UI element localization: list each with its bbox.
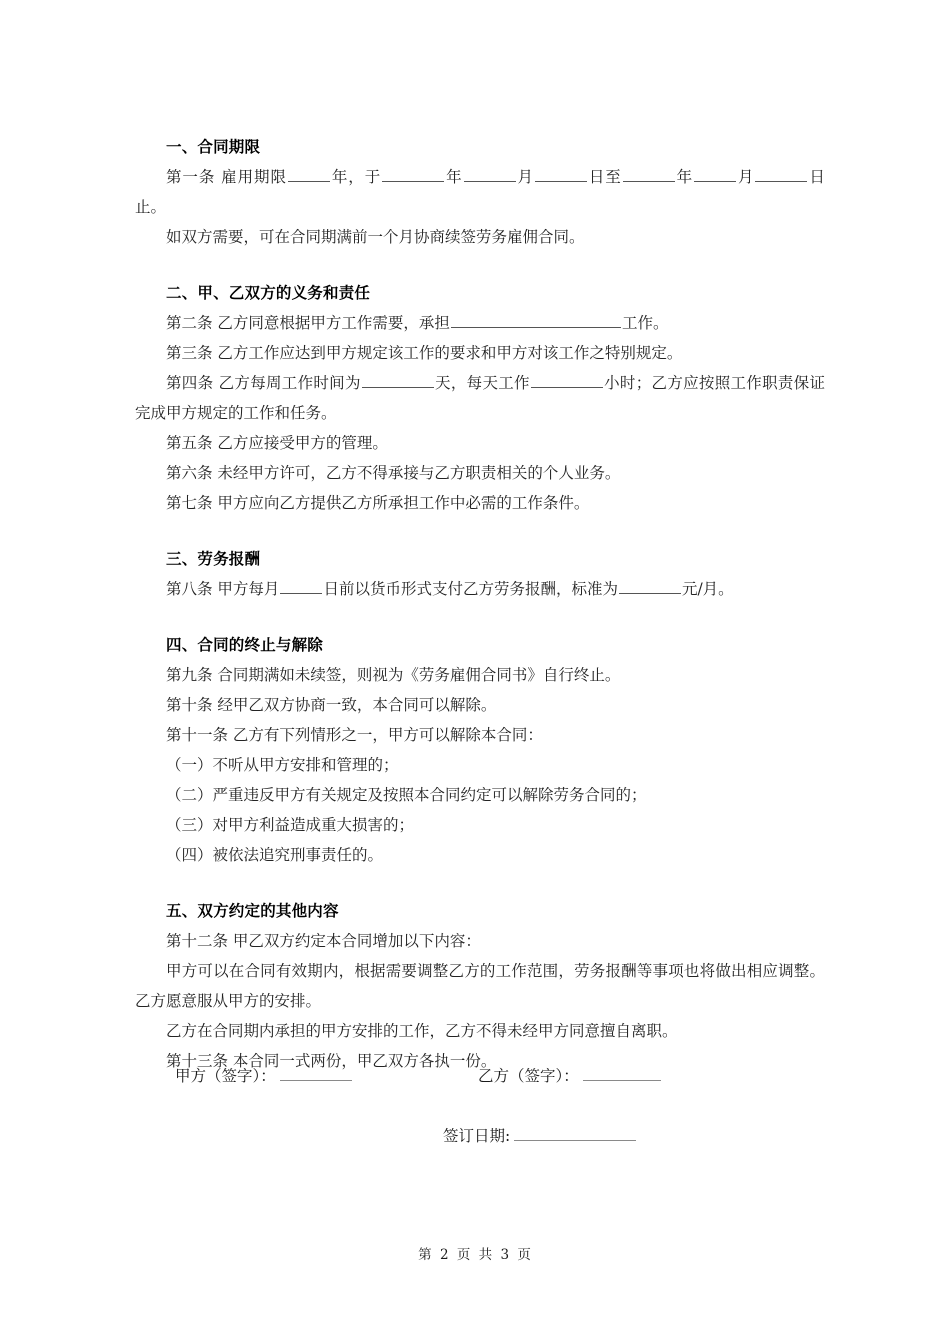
section-contract-term — [135, 132, 825, 252]
article-1-text-1: 第一条 雇用期限 — [166, 168, 287, 186]
section-heading-5: 五、双方约定的其他内容 — [166, 901, 339, 920]
section-heading-2: 二、甲、乙双方的义务和责任 — [166, 283, 371, 302]
signing-date-field[interactable] — [514, 1124, 636, 1141]
section-heading-3: 三、劳务报酬 — [166, 549, 261, 568]
article-1-text-7: 月 — [737, 168, 755, 186]
paragraph-article-13: 第十三条 本合同一式两份，甲乙双方各执一份。 — [166, 1052, 497, 1070]
footer-current-page: 2 — [439, 1247, 450, 1263]
blank-end-month[interactable] — [694, 165, 736, 182]
paragraph-article-12-note-2: 乙方在合同期内承担的甲方安排的工作，乙方不得未经甲方同意擅自离职。 — [166, 1022, 678, 1040]
section-remuneration — [135, 544, 825, 604]
paragraph-article-3: 第三条 乙方工作应达到甲方规定该工作的要求和甲方对该工作之特别规定。 — [166, 344, 683, 362]
section-termination — [135, 630, 825, 870]
signature-party-a-field[interactable] — [280, 1064, 352, 1081]
paragraph-article-11: 第十一条 乙方有下列情形之一，甲方可以解除本合同： — [166, 726, 543, 744]
article-4-text-2: 天，每天工作 — [434, 374, 530, 392]
paragraph-article-10: 第十条 经甲乙双方协商一致，本合同可以解除。 — [166, 696, 497, 714]
article-1-text-6: 年 — [675, 168, 694, 186]
page-footer — [0, 1243, 950, 1263]
paragraph-article-4 — [135, 368, 825, 428]
section-heading-4: 四、合同的终止与解除 — [166, 635, 324, 654]
footer-page-unit: 页 — [456, 1247, 472, 1263]
blank-pay-day[interactable] — [280, 577, 322, 594]
paragraph-article-11-item-4: （四）被依法追究刑事责任的。 — [166, 846, 384, 864]
paragraph-article-12: 第十二条 甲乙双方约定本合同增加以下内容： — [166, 932, 481, 950]
blank-job-duty[interactable] — [451, 311, 621, 328]
footer-total-unit: 页 — [517, 1247, 532, 1263]
article-1-text-2: 年，于 — [330, 168, 382, 186]
spacer — [135, 518, 825, 544]
blank-end-day[interactable] — [755, 165, 807, 182]
footer-prefix: 第 — [418, 1247, 433, 1263]
signature-party-b — [478, 1062, 661, 1090]
paragraph-article-5: 第五条 乙方应接受甲方的管理。 — [166, 434, 388, 452]
article-1-text-3: 年 — [445, 168, 463, 186]
signature-party-b-field[interactable] — [583, 1064, 661, 1081]
footer-total-prefix: 共 — [478, 1247, 494, 1263]
signing-date-label: 签订日期: — [443, 1127, 511, 1145]
article-8-text-3: 元/月。 — [681, 580, 734, 598]
paragraph-article-2 — [135, 308, 825, 338]
signing-date-row — [443, 1122, 636, 1150]
blank-hours-per-day[interactable] — [531, 371, 603, 388]
blank-start-year[interactable] — [382, 165, 444, 182]
article-1-text-4: 月 — [516, 168, 534, 186]
spacer — [135, 870, 825, 896]
article-4-text-1: 第四条 乙方每周工作时间为 — [166, 374, 361, 392]
article-8-text-2: 日前以货币形式支付乙方劳务报酬，标准为 — [323, 580, 618, 598]
document-body — [135, 132, 825, 1076]
signature-party-a-label: 甲方（签字）： — [175, 1067, 276, 1085]
article-1-text-5: 日至 — [587, 168, 622, 186]
blank-days-per-week[interactable] — [362, 371, 434, 388]
signature-party-b-label: 乙方（签字）： — [478, 1067, 579, 1085]
article-2-text-1: 第二条 乙方同意根据甲方工作需要，承担 — [166, 314, 450, 332]
section-heading-1: 一、合同期限 — [166, 137, 261, 156]
paragraph-article-7: 第七条 甲方应向乙方提供乙方所承担工作中必需的工作条件。 — [166, 494, 590, 512]
article-4-text-3: 小时；乙方应按照工作职责保证完成甲方规定的工作和任务。 — [135, 374, 825, 422]
section-other-agreements — [135, 896, 825, 1076]
article-1-text-8: 日止。 — [135, 168, 825, 216]
paragraph-article-8 — [135, 574, 825, 604]
paragraph-article-11-item-2: （二）严重违反甲方有关规定及按照本合同约定可以解除劳务合同的； — [166, 786, 647, 804]
signature-party-a — [175, 1062, 352, 1090]
blank-years[interactable] — [288, 165, 330, 182]
spacer — [135, 252, 825, 278]
article-8-text-1: 第八条 甲方每月 — [166, 580, 280, 598]
paragraph-article-1-note: 如双方需要，可在合同期满前一个月协商续签劳务雇佣合同。 — [166, 228, 585, 246]
paragraph-article-9: 第九条 合同期满如未续签，则视为《劳务雇佣合同书》自行终止。 — [166, 666, 621, 684]
article-2-text-2: 工作。 — [621, 314, 669, 332]
blank-pay-amount[interactable] — [619, 577, 681, 594]
footer-total-pages: 3 — [500, 1247, 511, 1263]
blank-start-day[interactable] — [535, 165, 587, 182]
paragraph-article-12-note-1: 甲方可以在合同有效期内，根据需要调整乙方的工作范围，劳务报酬等事项也将做出相应调整。乙方愿意服从甲方的安排。 — [135, 962, 825, 1010]
section-obligations — [135, 278, 825, 518]
spacer — [135, 604, 825, 630]
paragraph-article-1 — [135, 162, 825, 222]
blank-start-month[interactable] — [464, 165, 516, 182]
blank-end-year[interactable] — [623, 165, 675, 182]
paragraph-article-11-item-1: （一）不听从甲方安排和管理的； — [166, 756, 399, 774]
paragraph-article-11-item-3: （三）对甲方利益造成重大损害的； — [166, 816, 415, 834]
paragraph-article-6: 第六条 未经甲方许可，乙方不得承接与乙方职责相关的个人业务。 — [166, 464, 621, 482]
